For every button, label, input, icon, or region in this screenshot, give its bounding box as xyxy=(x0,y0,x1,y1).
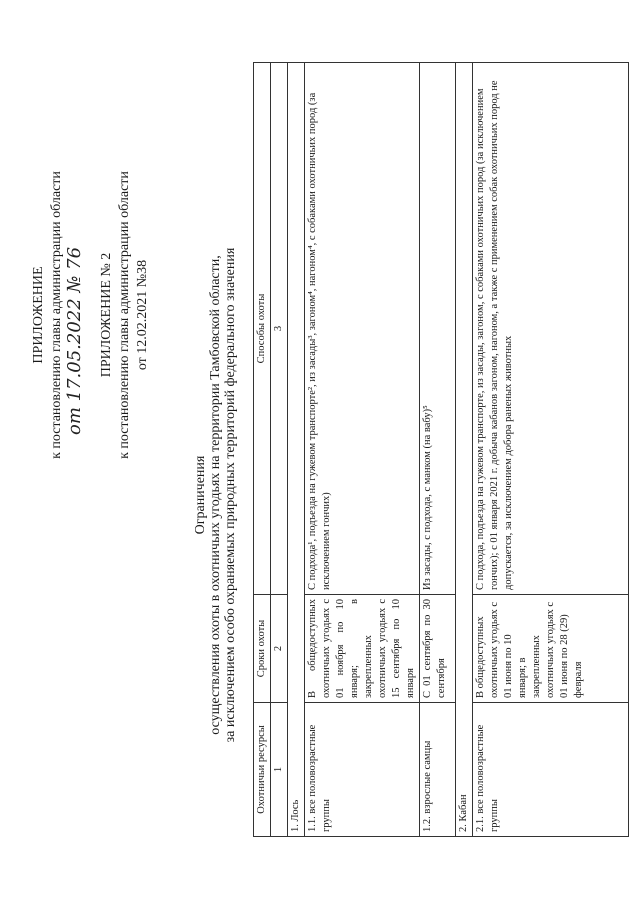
row-1-1-resource: 1.1. все половозрастные группы xyxy=(305,703,420,837)
appendix-1-title: ПРИЛОЖЕНИЕ xyxy=(31,266,46,364)
header-num-1: 1 xyxy=(271,703,288,837)
doc-subtitle-line-1: осуществления охоты в охотничьих угодьях на территории Тамбовской области, xyxy=(208,255,223,735)
section-row-moose xyxy=(288,63,305,837)
table-row xyxy=(473,63,629,837)
header-num-2: 2 xyxy=(271,595,288,703)
appendix-2-date: от 12.02.2021 №38 xyxy=(135,259,150,371)
section-row-boar xyxy=(456,63,473,837)
header-dates: Сроки охоты xyxy=(254,595,271,703)
row-1-2-methods: Из засады, с подхода, с манком (на вабу)⁵ xyxy=(420,63,456,595)
appendix-2-line: к постановлению главы администрации области xyxy=(117,171,132,459)
table-row xyxy=(420,63,456,837)
doc-title: Ограничения xyxy=(193,455,208,535)
header-resources: Охотничьи ресурсы xyxy=(254,703,271,837)
section-boar: 2. Кабан xyxy=(456,63,473,837)
doc-subtitle-line-2: за исключением особо охраняемых природных территорий федерального значения xyxy=(223,247,238,743)
row-1-1-methods: С подхода¹, подъезда на гужевом транспорте², из засады³, загоном⁴, нагоном⁴, с собаками охотничьих пород (за исключением гончих) xyxy=(305,63,420,595)
header-methods: Способы охоты xyxy=(254,63,271,595)
table-number-row xyxy=(271,63,288,837)
table-header-row xyxy=(254,63,271,837)
row-1-1-dates: В общедоступных охотничьих угодьях с 01 ноября по 10 января; в закрепленных охотничьих угодьях с 15 сентября по 10 января xyxy=(305,595,420,703)
section-moose: 1. Лось xyxy=(288,63,305,837)
row-1-2-dates: С 01 сентября по 30 сентября xyxy=(420,595,456,703)
header-num-3: 3 xyxy=(271,63,288,595)
appendix-2-title: ПРИЛОЖЕНИЕ № 2 xyxy=(99,252,114,378)
row-1-2-resource: 1.2. взрослые самцы xyxy=(420,703,456,837)
table-row xyxy=(305,63,420,837)
appendix-1-line: к постановлению главы администрации области xyxy=(49,171,64,459)
handwritten-date-number: от 17.05.2022 № 76 xyxy=(64,246,85,435)
row-2-1-methods: С подхода, подъезда на гужевом транспорте, из засады, загоном, с собаками охотничьих пород (за исключением гончих); с 01 января 2021 г. добыча кабанов загоном, нагоном, а также с применением собак охотничьих пород не допускается, за исключением добора раненых животных xyxy=(473,63,629,595)
row-2-1-dates: В общедоступных охотничьих угодьях с 01 июня по 10 января; в закрепленных охотничьих угодьях с 01 июня по 28 (29) февраля xyxy=(473,595,629,703)
row-2-1-resource: 2.1. все половозрастные группы xyxy=(473,703,629,837)
hunting-restrictions-table xyxy=(253,62,629,837)
